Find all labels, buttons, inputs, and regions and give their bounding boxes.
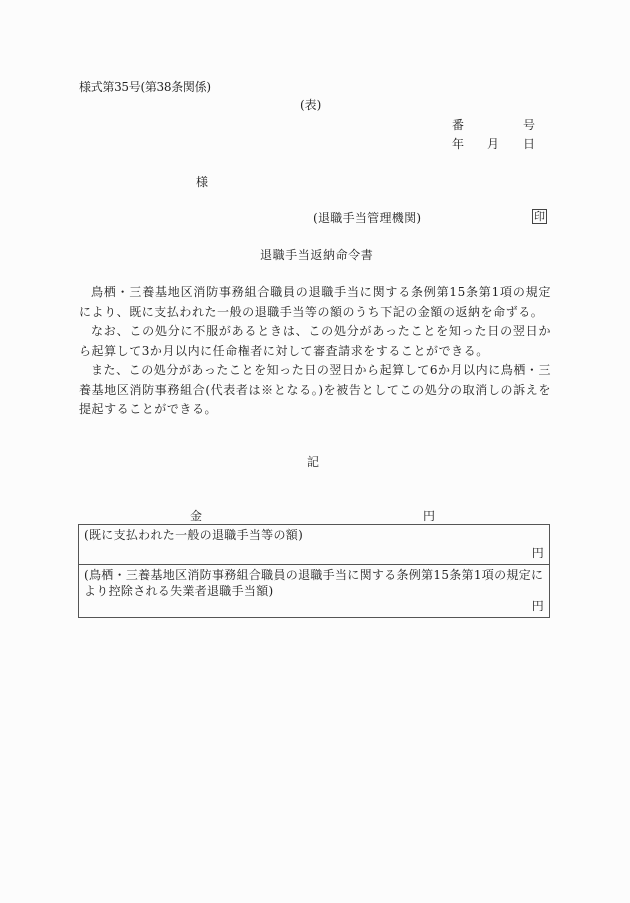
row-yen-unit: 円 <box>531 546 544 560</box>
document-title: 退職手当返納命令書 <box>260 248 374 262</box>
seal-mark: 印 <box>534 210 545 223</box>
row-yen-unit: 円 <box>531 599 544 613</box>
table-row-paid-allowance <box>79 525 549 565</box>
front-label: (表) <box>300 98 322 112</box>
paragraph-lawsuit: また、この処分があったことを知った日の翌日から起算して6か月以内に鳥栖・三養基地区消防事務組合(代表者は※となる。)を被告としてこの処分の取消しの訴えを提起することができる。 <box>79 363 551 416</box>
document-number-label-ban: 番 <box>452 118 465 132</box>
row-description: (既に支払われた一般の退職手当等の額) <box>84 528 304 542</box>
row-description: (鳥栖・三養基地区消防事務組合職員の退職手当に関する条例第15条第1項の規定により控除される失業者退職手当額) <box>84 568 544 598</box>
issuing-organization: (退職手当管理機関) <box>313 211 422 225</box>
addressee-honorific: 様 <box>196 175 209 189</box>
date-year-label: 年 <box>452 137 465 151</box>
paragraph-appeal: なお、この処分に不服があるときは、この処分があったことを知った日の翌日から起算して3か月以内に任命権者に対して審査請求をすることができる。 <box>79 324 551 358</box>
date-month-label: 月 <box>487 137 500 151</box>
amount-kin-label: 金 <box>190 509 203 523</box>
ki-heading: 記 <box>307 455 320 469</box>
document-number-label-go: 号 <box>523 118 536 132</box>
date-day-label: 日 <box>523 137 536 151</box>
amount-yen-label: 円 <box>423 509 436 523</box>
body-text <box>79 283 551 420</box>
table-row-deducted-allowance <box>79 565 549 617</box>
form-number: 様式第35号(第38条関係) <box>79 80 211 94</box>
amount-breakdown-table <box>78 524 550 618</box>
paragraph-order: 鳥栖・三養基地区消防事務組合職員の退職手当に関する条例第15条第1項の規定により、既に支払われた一般の退職手当等の額のうち下記の金額の返納を命ずる。 <box>79 285 551 319</box>
